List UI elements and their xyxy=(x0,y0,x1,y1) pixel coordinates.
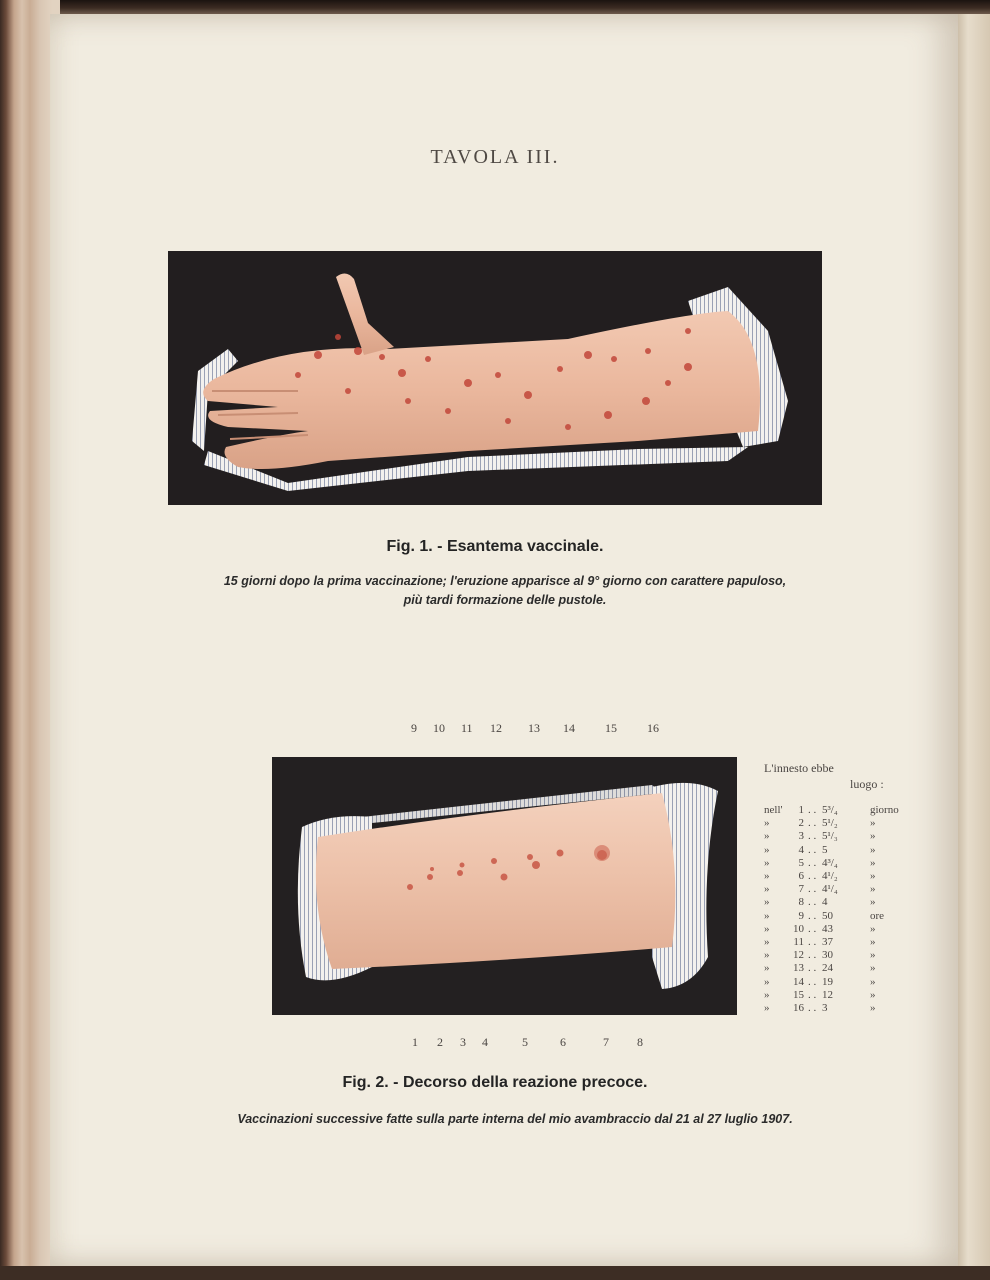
row-dots: . . xyxy=(808,843,817,856)
figure1-description-line2: più tardi formazione delle pustole. xyxy=(403,593,607,607)
table-row xyxy=(760,883,900,896)
top-number: 10 xyxy=(433,721,445,735)
row-number: 6 xyxy=(798,870,804,882)
table-row xyxy=(760,844,900,857)
table-heading-line1: L'innesto ebbe xyxy=(764,761,834,775)
row-number: 2 xyxy=(798,817,804,830)
table-row xyxy=(760,923,900,936)
row-prefix: » xyxy=(764,830,770,843)
row-prefix: » xyxy=(764,949,770,962)
table-row xyxy=(760,870,900,883)
row-prefix: » xyxy=(764,988,770,1001)
row-number: 9 xyxy=(798,909,804,922)
figure1-description-line1: 15 giorni dopo la prima vaccinazione; l'eruzione apparisce al 9° giorno con carattere papuloso, xyxy=(223,574,787,588)
bottom-number: 3 xyxy=(460,1035,466,1049)
table-row xyxy=(760,804,900,817)
top-number: 11 xyxy=(461,721,473,735)
row-dots: . . xyxy=(808,804,817,816)
row-value: 50 xyxy=(822,909,833,922)
bottom-number: 4 xyxy=(482,1035,488,1049)
row-unit: ore xyxy=(870,909,885,922)
row-dots: . . xyxy=(808,896,817,909)
figure2-caption: Fig. 2. - Decorso della reazione precoce. xyxy=(342,1074,648,1091)
row-dots: . . xyxy=(808,856,817,869)
row-value: 30 xyxy=(822,949,833,962)
row-dots: . . xyxy=(808,975,817,988)
figure1-photo xyxy=(168,251,822,505)
table-row xyxy=(760,817,900,830)
row-prefix: » xyxy=(764,896,770,909)
table-row xyxy=(760,896,900,909)
book-bottom-edge xyxy=(0,1266,990,1280)
row-unit: » xyxy=(870,870,876,882)
bottom-number: 1 xyxy=(412,1035,418,1049)
row-unit: » xyxy=(870,936,876,948)
row-value: 4¹/₂ xyxy=(822,870,838,882)
figure2-description: Vaccinazioni successive fatte sulla parte interna del mio avambraccio dal 21 al 27 luglio 1907. xyxy=(237,1112,793,1126)
row-prefix: nell' xyxy=(764,804,783,816)
row-unit: giorno xyxy=(870,804,899,816)
row-value: 3 xyxy=(822,1002,828,1014)
row-dots: . . xyxy=(808,909,817,922)
row-prefix: » xyxy=(764,922,770,935)
row-number: 1 xyxy=(798,804,804,816)
row-unit: » xyxy=(870,896,876,909)
row-number: 4 xyxy=(798,843,804,856)
table-row xyxy=(760,962,900,975)
row-prefix: » xyxy=(764,843,770,856)
table-row xyxy=(760,830,900,843)
row-value: 5 xyxy=(822,843,828,856)
row-prefix: » xyxy=(764,975,770,988)
table-row xyxy=(760,976,900,989)
row-dots: . . xyxy=(808,936,817,948)
bottom-number: 5 xyxy=(522,1035,528,1049)
row-unit: » xyxy=(870,975,876,988)
row-number: 12 xyxy=(793,949,804,962)
row-dots: . . xyxy=(808,883,817,896)
row-value: 5³/₄ xyxy=(822,804,838,816)
table-row xyxy=(760,1002,900,1015)
row-number: 11 xyxy=(793,936,804,948)
row-prefix: » xyxy=(764,883,770,896)
top-number: 9 xyxy=(411,721,417,735)
bottom-number: 8 xyxy=(637,1035,643,1049)
row-dots: . . xyxy=(808,922,817,935)
row-value: 4¹/₄ xyxy=(822,883,838,896)
row-unit: » xyxy=(870,949,876,962)
row-number: 13 xyxy=(793,962,804,975)
top-number: 12 xyxy=(490,721,502,735)
plate-title: TAVOLA III. xyxy=(430,146,560,168)
row-number: 16 xyxy=(793,1002,804,1014)
table-row xyxy=(760,910,900,923)
row-unit: » xyxy=(870,1002,876,1014)
row-unit: » xyxy=(870,922,876,935)
row-value: 4 xyxy=(822,896,828,909)
row-number: 8 xyxy=(798,896,804,909)
row-unit: » xyxy=(870,962,876,975)
row-unit: » xyxy=(870,830,876,843)
top-number: 15 xyxy=(605,721,617,735)
row-value: 43 xyxy=(822,922,833,935)
figure1-caption: Fig. 1. - Esantema vaccinale. xyxy=(386,538,604,555)
top-number: 13 xyxy=(528,721,540,735)
row-value: 4³/₄ xyxy=(822,856,838,869)
row-unit: » xyxy=(870,988,876,1001)
row-unit: » xyxy=(870,856,876,869)
row-unit: » xyxy=(870,883,876,896)
table-row xyxy=(760,857,900,870)
row-dots: . . xyxy=(808,1002,817,1014)
row-value: 24 xyxy=(822,962,833,975)
row-number: 10 xyxy=(793,922,804,935)
row-prefix: » xyxy=(764,1002,770,1014)
bottom-number: 2 xyxy=(437,1035,443,1049)
book-top-edge xyxy=(0,0,990,14)
row-prefix: » xyxy=(764,870,770,882)
row-dots: . . xyxy=(808,870,817,882)
row-value: 19 xyxy=(822,975,833,988)
top-number: 14 xyxy=(563,721,575,735)
table-row xyxy=(760,989,900,1002)
row-value: 5¹/₃ xyxy=(822,830,838,843)
row-number: 7 xyxy=(798,883,804,896)
row-number: 3 xyxy=(798,830,804,843)
table-heading-line2: luogo : xyxy=(850,777,884,791)
bottom-number: 7 xyxy=(603,1035,609,1049)
row-unit: » xyxy=(870,817,876,830)
row-value: 12 xyxy=(822,988,833,1001)
row-number: 5 xyxy=(798,856,804,869)
row-dots: . . xyxy=(808,817,817,830)
row-number: 14 xyxy=(793,975,804,988)
row-prefix: » xyxy=(764,936,770,948)
row-dots: . . xyxy=(808,962,817,975)
row-unit: » xyxy=(870,843,876,856)
table-row xyxy=(760,949,900,962)
row-dots: . . xyxy=(808,949,817,962)
top-number: 16 xyxy=(647,721,659,735)
figure2-photo xyxy=(272,757,737,1015)
figure2-bottom-numbers xyxy=(0,1035,990,1051)
figure2-top-numbers xyxy=(0,721,990,737)
row-dots: . . xyxy=(808,988,817,1001)
row-prefix: » xyxy=(764,817,770,830)
bottom-number: 6 xyxy=(560,1035,566,1049)
row-value: 37 xyxy=(822,936,833,948)
row-dots: . . xyxy=(808,830,817,843)
row-number: 15 xyxy=(793,988,804,1001)
row-prefix: » xyxy=(764,909,770,922)
table-row xyxy=(760,936,900,949)
row-prefix: » xyxy=(764,856,770,869)
row-prefix: » xyxy=(764,962,770,975)
row-value: 5¹/₂ xyxy=(822,817,838,830)
